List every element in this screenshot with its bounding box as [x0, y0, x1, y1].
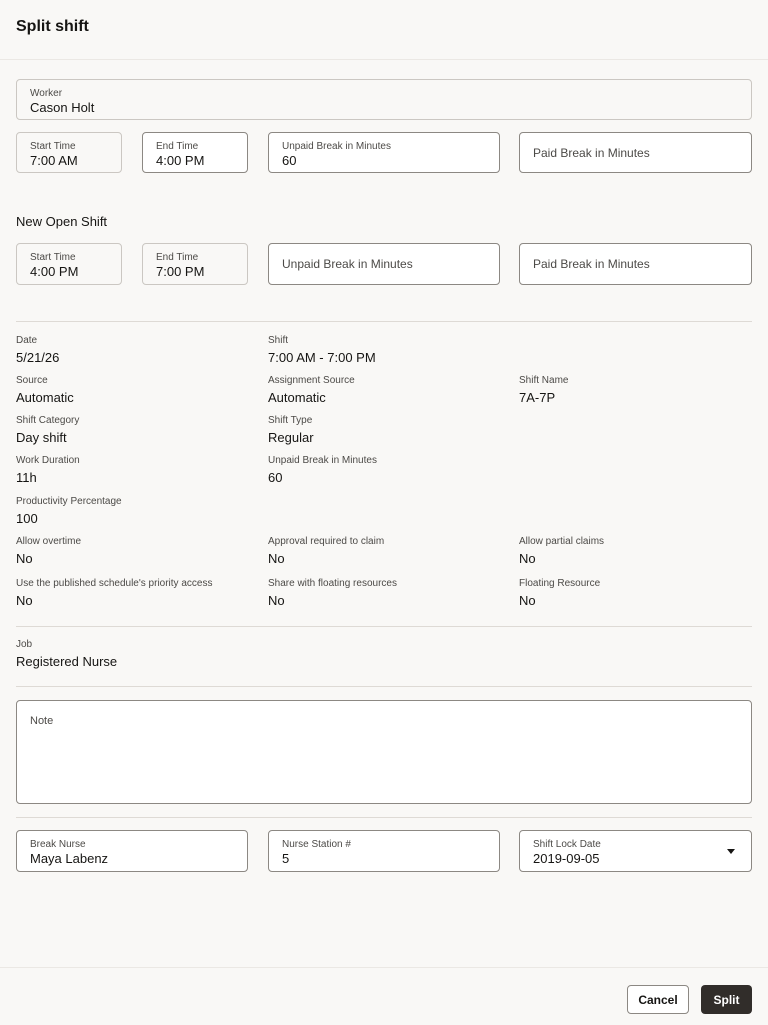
allow-overtime-value: No: [16, 551, 33, 566]
chevron-down-icon[interactable]: [727, 849, 735, 854]
shift-item: [268, 335, 376, 367]
productivity-item: [16, 496, 122, 528]
allow-partial-value: No: [519, 551, 536, 566]
unpaid-break-label: Unpaid Break in Minutes: [282, 141, 391, 152]
open-start-time-label: Start Time: [30, 252, 76, 263]
approval-required-item: [268, 536, 384, 568]
shift-type-value: Regular: [268, 430, 314, 445]
dialog-footer: [0, 967, 768, 1025]
break-nurse-value: Maya Labenz: [30, 851, 109, 866]
allow-overtime-item: [16, 536, 81, 568]
cancel-button[interactable]: Cancel: [627, 985, 689, 1014]
job-item: [16, 639, 117, 671]
dialog-title: Split shift: [16, 18, 89, 35]
unpaid-break-detail-label: Unpaid Break in Minutes: [268, 455, 377, 466]
open-end-time-label: End Time: [156, 252, 199, 263]
open-start-time-value: 4:00 PM: [30, 264, 79, 279]
shift-type-item: [268, 415, 314, 447]
shift-name-item: [519, 375, 568, 407]
open-unpaid-break-placeholder: Unpaid Break in Minutes: [282, 257, 413, 271]
date-label: Date: [16, 335, 38, 346]
paid-break-placeholder: Paid Break in Minutes: [533, 145, 650, 160]
shift-lock-date-value: 2019-09-05: [533, 851, 600, 866]
open-shift-title: New Open Shift: [16, 214, 108, 229]
unpaid-break-field[interactable]: [268, 132, 500, 173]
shift-name-label: Shift Name: [519, 375, 569, 386]
note-textarea[interactable]: [16, 700, 752, 804]
floating-resource-item: [519, 578, 600, 610]
floating-resource-value: No: [519, 593, 536, 608]
share-floating-item: [268, 578, 397, 610]
allow-partial-label: Allow partial claims: [519, 536, 605, 547]
shift-category-label: Shift Category: [16, 415, 80, 426]
divider: [16, 817, 752, 818]
open-paid-break-placeholder: Paid Break in Minutes: [533, 257, 650, 271]
split-button[interactable]: Split: [701, 985, 752, 1014]
start-time-value: 7:00 AM: [30, 153, 78, 168]
worker-label: Worker: [30, 88, 63, 99]
approval-required-label: Approval required to claim: [268, 536, 385, 547]
open-end-time-value: 7:00 PM: [156, 264, 205, 279]
open-end-time-field: [142, 243, 248, 285]
source-item: [16, 375, 74, 407]
assignment-source-item: [268, 375, 355, 407]
allow-partial-item: [519, 536, 604, 568]
start-time-label: Start Time: [30, 141, 76, 152]
nurse-station-label: Nurse Station #: [282, 839, 351, 850]
shift-label: Shift: [268, 335, 289, 346]
source-label: Source: [16, 375, 48, 386]
unpaid-break-value: 60: [282, 153, 297, 168]
nurse-station-value: 5: [282, 851, 290, 866]
divider: [16, 626, 752, 627]
shift-lock-date-label: Shift Lock Date: [533, 839, 601, 850]
break-nurse-label: Break Nurse: [30, 839, 86, 850]
approval-required-value: No: [268, 551, 285, 566]
shift-value: 7:00 AM - 7:00 PM: [268, 350, 376, 365]
productivity-value: 100: [16, 511, 38, 526]
job-value: Registered Nurse: [16, 654, 118, 669]
unpaid-break-detail-value: 60: [268, 470, 283, 485]
share-floating-value: No: [268, 593, 285, 608]
start-time-field: [16, 132, 122, 173]
share-floating-label: Share with floating resources: [268, 578, 397, 589]
divider: [16, 321, 752, 322]
floating-resource-label: Floating Resource: [519, 578, 601, 589]
shift-name-value: 7A-7P: [519, 390, 556, 405]
date-value: 5/21/26: [16, 350, 60, 365]
priority-access-label: Use the published schedule's priority access: [16, 578, 213, 589]
divider: [16, 686, 752, 687]
date-item: [16, 335, 59, 367]
priority-access-item: [16, 578, 212, 610]
nurse-station-field[interactable]: [268, 830, 500, 872]
allow-overtime-label: Allow overtime: [16, 536, 82, 547]
work-duration-label: Work Duration: [16, 455, 80, 466]
shift-category-item: [16, 415, 79, 447]
dialog-header: [0, 0, 768, 60]
assignment-source-label: Assignment Source: [268, 375, 355, 386]
break-nurse-field[interactable]: [16, 830, 248, 872]
assignment-source-value: Automatic: [268, 390, 326, 405]
end-time-label: End Time: [156, 141, 199, 152]
open-paid-break-field[interactable]: [519, 243, 752, 285]
end-time-field[interactable]: [142, 132, 248, 173]
worker-value: Cason Holt: [30, 100, 95, 115]
unpaid-break-item: [268, 455, 377, 487]
work-duration-item: [16, 455, 80, 487]
note-label: Note: [30, 715, 54, 727]
work-duration-value: 11h: [16, 470, 37, 485]
end-time-value: 4:00 PM: [156, 153, 205, 168]
shift-lock-date-select[interactable]: [519, 830, 752, 872]
source-value: Automatic: [16, 390, 74, 405]
paid-break-field[interactable]: [519, 132, 752, 173]
shift-category-value: Day shift: [16, 430, 67, 445]
open-unpaid-break-field[interactable]: [268, 243, 500, 285]
priority-access-value: No: [16, 593, 33, 608]
open-start-time-field: [16, 243, 122, 285]
worker-field: [16, 79, 752, 120]
job-label: Job: [16, 639, 33, 650]
shift-type-label: Shift Type: [268, 415, 313, 426]
productivity-label: Productivity Percentage: [16, 496, 122, 507]
